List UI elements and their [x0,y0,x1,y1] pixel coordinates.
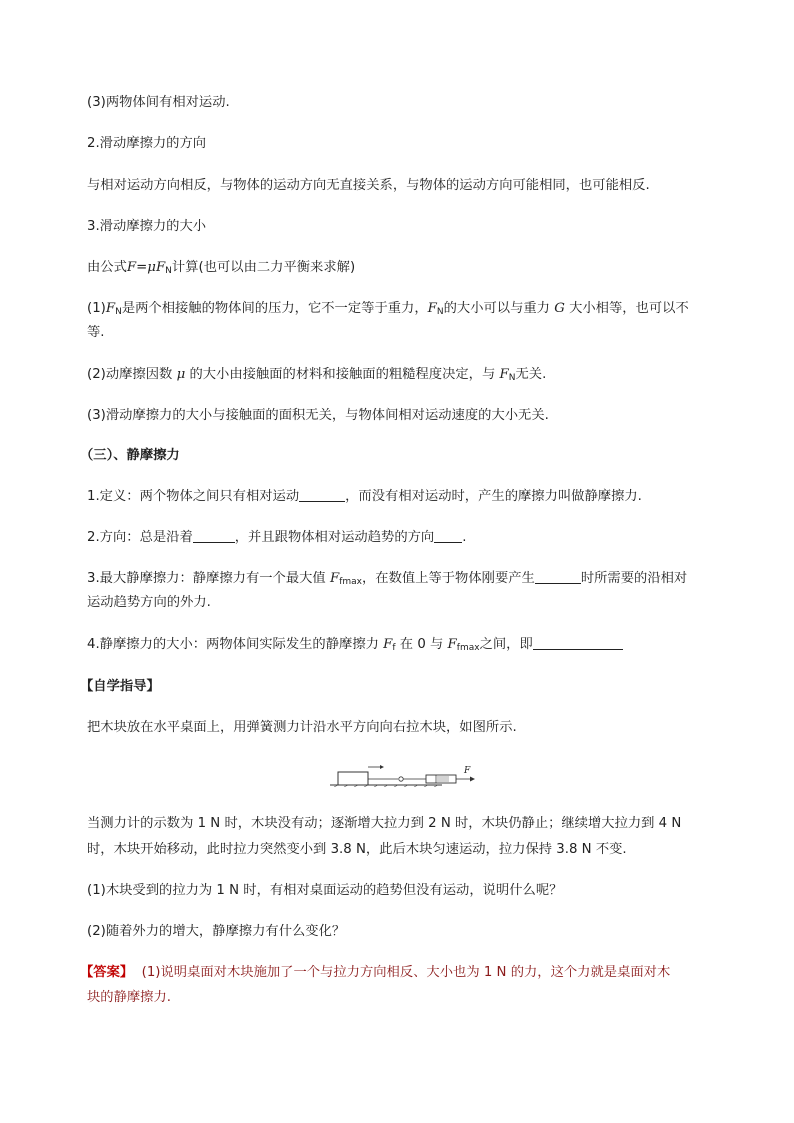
answer-line-2: 块的静摩擦力. [87,990,172,1005]
heading-sliding-friction-direction: 2.滑动摩擦力的方向 [87,136,207,151]
item-relative-motion: (3)两物体间有相对运动. [87,95,230,110]
arrow-right-icon [380,765,384,769]
spring-scale [426,775,456,783]
item-area-independence: (3)滑动摩擦力的大小与接触面的面积无关，与物体间相对运动速度的大小无关. [87,408,549,423]
question-1: (1)木块受到的拉力为 1 N 时，有相对桌面运动的趋势但没有运动，说明什么呢？ [87,883,563,898]
formula-line: 由公式$F=\mu F_N$计算(也可以由二力平衡来求解) [87,260,356,276]
blank-line [193,528,235,543]
heading-sliding-friction-magnitude: 3.滑动摩擦力的大小 [87,219,207,234]
max-static-friction: 3.最大静摩擦力：静摩擦力有一个最大值 $F_{fmax}$，在数值上等于物体刚要产生 时所需要的沿相对 [87,571,688,587]
paragraph-direction: 与相对运动方向相反，与物体的运动方向无直接关系，与物体的运动方向可能相同，也可能相反. [87,178,650,193]
spring-scale-figure [330,761,480,787]
arrow-head-icon [470,777,475,782]
hook [399,777,403,781]
question-2: (2)随着外力的增大，静摩擦力有什么变化？ [87,924,346,939]
observation-line-1: 当测力计的示数为 1 N 时，木块没有动；逐渐增大拉力到 2 N 时，木块仍静止；继续增大拉力到 4 N [87,816,682,831]
force-label: F [464,766,471,776]
wooden-block [338,772,368,785]
guide-title: 【自学指导】 [80,679,160,694]
static-direction: 2.方向：总是沿着 ，并且跟物体相对运动趋势的方向 . [87,530,467,545]
blank-line [299,487,345,502]
static-definition: 1.定义：两个物体之间只有相对运动 ，而没有相对运动时，产生的摩擦力叫做静摩擦力. [87,489,642,504]
answer-line-1: 【答案】 (1)说明桌面对木块施加了一个与拉力方向相反、大小也为 1 N 的力，这个力就是桌面对木 [80,965,671,980]
blank-line [533,635,623,650]
static-friction-magnitude: 4.静摩擦力的大小：两物体间实际发生的静摩擦力 $F_f$ 在 0 与 $F_{fmax}$之间，即 [87,634,717,659]
item-normal-force-cont: 等. [87,325,105,340]
section-static-friction: （三）、静摩擦力 [80,448,180,463]
item-friction-coefficient: (2)动摩擦因数 μ 的大小由接触面的材料和接触面的粗糙程度决定，与 $F_N$无关. [87,367,547,383]
guide-paragraph: 把木块放在水平桌面上，用弹簧测力计沿水平方向向右拉木块，如图所示. [87,720,517,735]
item-normal-force: $(1)F_N$是两个相接触的物体间的压力，它不一定等于重力，$F_N$的大小可以与重力 G 大小相等，也可以不 [87,301,689,317]
observation-line-2: 时，木块开始移动，此时拉力突然变小到 3.8 N，此后木块匀速运动，拉力保持 3.8 N 不变. [87,842,627,857]
blank-line [535,569,581,584]
blank-line [434,528,462,543]
max-static-friction-cont: 运动趋势方向的外力. [87,595,211,610]
